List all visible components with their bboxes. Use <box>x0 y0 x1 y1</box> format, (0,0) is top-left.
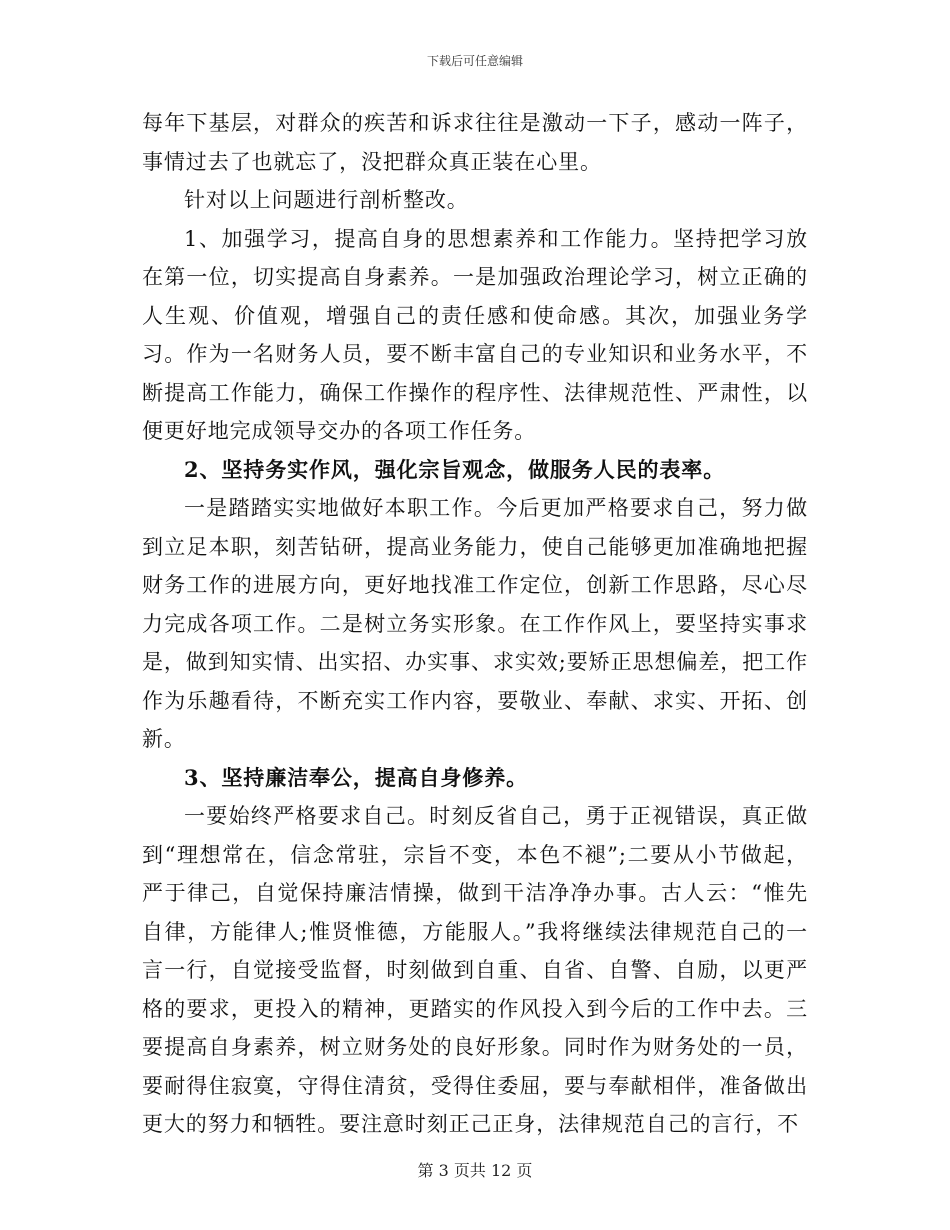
section-heading-3: 3、坚持廉洁奉公，提高自身修养。 <box>184 764 529 790</box>
paragraph-section-3: 一要始终严格要求自己。时刻反省自己，勇于正视错误，真正做到“理想常在，信念常驻，宗旨不变，本色不褪”;二要从小节做起，严于律己，自觉保持廉洁情操，做到干洁净净办事。古人云：“惟先自律，方能律人;惟贤惟德，方能服人。”我将继续法律规范自己的一言一行，自觉接受监督，时刻做到自重、自省、自警、自励，以更严格的要求，更投入的精神，更踏实的作风投入到今后的工作中去。三要提高自身素养，树立财务处的良好形象。同时作为财务处的一员，要耐得住寂寞，守得住清贫，受得住委屈，要与奉献相伴，准备做出更大的努力和牺牲。要注意时刻正己正身，法律规范自己的言行，不 <box>142 804 808 1136</box>
section-heading-2: 2、坚持务实作风，强化宗旨观念，做服务人民的表率。 <box>184 456 726 482</box>
paragraph-section-1: 1、加强学习，提高自身的思想素养和工作能力。坚持把学习放在第一位，切实提高自身素养。一是加强政治理论学习，树立正确的人生观、价值观，增强自己的责任感和使命感。其次，加强业务学习。作为一名财务人员，要不断丰富自己的专业知识和业务水平，不断提高工作能力，确保工作操作的程序性、法律规范性、严肃性，以便更好地完成领导交办的各项工作任务。 <box>142 226 808 443</box>
document-body <box>142 104 808 1144</box>
paragraph-continuation: 每年下基层，对群众的疾苦和诉求往往是激动一下子，感动一阵子，事情过去了也就忘了，没把群众真正装在心里。 <box>142 111 808 174</box>
paragraph-intro: 针对以上问题进行剖析整改。 <box>184 188 469 212</box>
paragraph-section-2: 一是踏踏实实地做好本职工作。今后更加严格要求自己，努力做到立足本职，刻苦钻研，提高业务能力，使自己能够更加准确地把握财务工作的进展方向，更好地找准工作定位，创新工作思路，尽心尽力完成各项工作。二是树立务实形象。在工作作风上，要坚持实事求是，做到知实情、出实招、办实事、求实效;要矫正思想偏差，把工作作为乐趣看待，不断充实工作内容，要敬业、奉献、求实、开拓、创新。 <box>142 496 808 751</box>
page-header: 下载后可任意编辑 <box>426 54 523 68</box>
page-number-footer: 第 3 页共 12 页 <box>417 1161 533 1180</box>
